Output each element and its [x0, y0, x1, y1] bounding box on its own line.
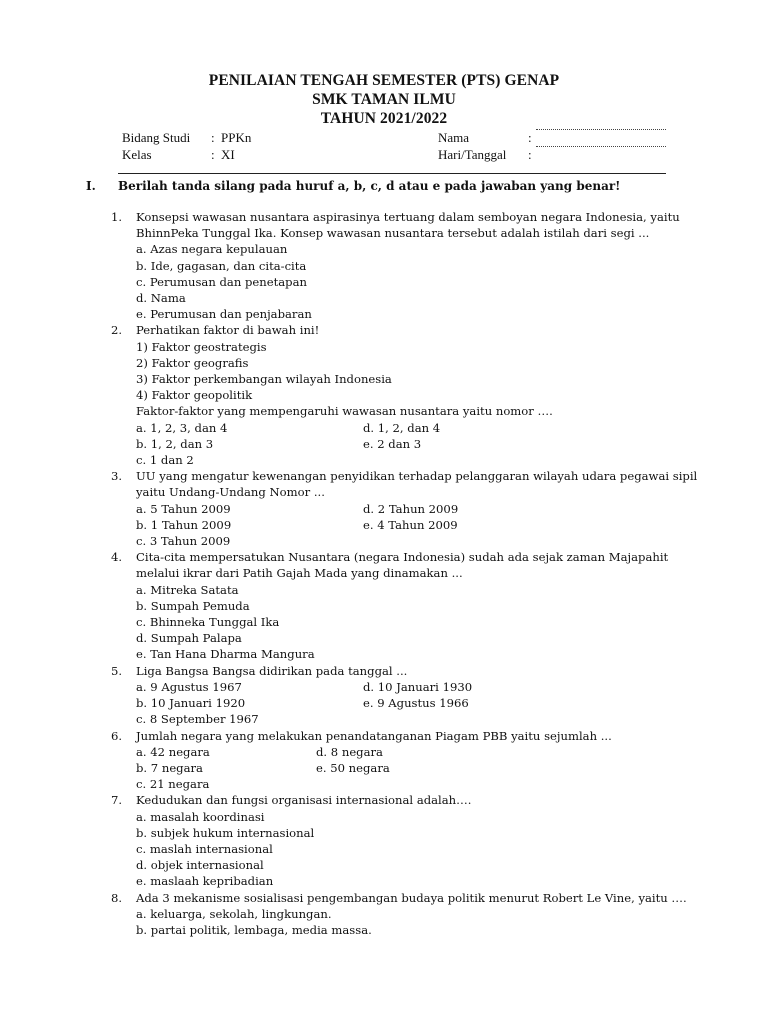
answer-option: b. Sumpah Pemuda — [136, 598, 250, 613]
answer-option: a. keluarga, sekolah, lingkungan. — [136, 906, 332, 921]
colon: : — [211, 147, 215, 162]
answer-option: c. 21 negara — [136, 777, 210, 792]
kelas-value: XI — [221, 147, 235, 162]
bidang-studi-value: PPKn — [221, 130, 252, 145]
factor-item: 3) Faktor perkembangan wilayah Indonesia — [136, 372, 392, 387]
question-text: Faktor-faktor yang mempengaruhi wawasan nusantara yaitu nomor …. — [136, 404, 553, 419]
colon: : — [528, 130, 532, 145]
answer-option: b. subjek hukum internasional — [136, 825, 315, 840]
factor-item: 2) Faktor geografis — [136, 355, 249, 370]
exam-meta — [122, 129, 682, 163]
question-item — [111, 792, 711, 889]
answer-option: c. 8 September 1967 — [136, 712, 259, 727]
answer-option: e. 4 Tahun 2009 — [363, 517, 458, 532]
question-text: Perhatikan faktor di bawah ini! — [136, 323, 320, 338]
question-text: Kedudukan dan fungsi organisasi internasional adalah…. — [136, 793, 472, 808]
answer-option: b. partai politik, lembaga, media massa. — [136, 922, 372, 937]
school-name: SMK TAMAN ILMU — [312, 91, 456, 108]
answer-option: d. Nama — [136, 291, 186, 306]
answer-option: a. 42 negara — [136, 744, 210, 759]
answer-option: b. 1 Tahun 2009 — [136, 517, 232, 532]
hari-tanggal-fill-line — [536, 146, 666, 147]
answer-option: e. 9 Agustus 1966 — [363, 696, 469, 711]
question-text: UU yang mengatur kewenangan penyidikan terhadap pelanggaran wilayah udara pegawai sipil yaitu Undang-Undang Nomor ... — [136, 469, 701, 500]
section-number: I. — [86, 179, 96, 193]
answer-option: c. Bhinneka Tunggal Ika — [136, 615, 280, 630]
answer-option: d. Sumpah Palapa — [136, 631, 242, 646]
answer-option-grid — [136, 679, 711, 711]
question-text: Konsepsi wawasan nusantara aspirasinya tertuang dalam semboyan negara Indonesia, yaitu BhinnPeka Tunggal Ika. Konsep wawasan nusantara tersebut adalah istilah dari segi ... — [136, 210, 684, 241]
question-item — [111, 209, 711, 322]
answer-option: c. maslah internasional — [136, 841, 273, 856]
nama-fill-line — [536, 129, 666, 130]
answer-option: a. 9 Agustus 1967 — [136, 679, 242, 694]
answer-option: e. 2 dan 3 — [363, 436, 422, 451]
question-item — [111, 468, 711, 549]
hari-tanggal-label: Hari/Tanggal — [438, 147, 507, 162]
question-number: 5. — [111, 663, 123, 678]
question-list — [111, 209, 711, 938]
question-number: 3. — [111, 469, 123, 484]
question-item — [111, 322, 711, 468]
question-text: Ada 3 mekanisme sosialisasi pengembangan budaya politik menurut Robert Le Vine, yaitu …. — [136, 890, 687, 905]
answer-option: a. 1, 2, 3, dan 4 — [136, 420, 228, 435]
nama-label: Nama — [438, 130, 470, 145]
question-item — [111, 728, 711, 793]
school-year: TAHUN 2021/2022 — [320, 110, 448, 127]
answer-option: b. Ide, gagasan, dan cita-cita — [136, 258, 307, 273]
exam-title: PENILAIAN TENGAH SEMESTER (PTS) GENAP — [208, 72, 560, 89]
answer-option: d. 1, 2, dan 4 — [363, 420, 441, 435]
answer-option-grid — [136, 420, 711, 452]
factor-item: 1) Faktor geostrategis — [136, 339, 267, 354]
question-text: Liga Bangsa Bangsa didirikan pada tanggal ... — [136, 663, 408, 678]
answer-option: a. Mitreka Satata — [136, 582, 239, 597]
meta-row-1 — [122, 129, 682, 146]
answer-option-grid — [136, 744, 711, 776]
answer-option: a. 5 Tahun 2009 — [136, 501, 231, 516]
answer-option: b. 1, 2, dan 3 — [136, 436, 214, 451]
exam-header — [0, 71, 768, 128]
question-number: 7. — [111, 793, 123, 808]
question-number: 1. — [111, 210, 123, 224]
answer-option: e. Tan Hana Dharma Mangura — [136, 647, 315, 662]
answer-option: e. Perumusan dan penjabaran — [136, 307, 312, 322]
answer-option: c. 1 dan 2 — [136, 453, 194, 468]
answer-option: c. 3 Tahun 2009 — [136, 534, 231, 549]
answer-option: a. masalah koordinasi — [136, 809, 265, 824]
answer-option: b. 10 Januari 1920 — [136, 696, 246, 711]
answer-option: e. maslaah kepribadian — [136, 874, 274, 889]
question-item — [111, 549, 711, 662]
question-number: 8. — [111, 890, 123, 905]
question-number: 2. — [111, 323, 123, 338]
question-text: Jumlah negara yang melakukan penandatanganan Piagam PBB yaitu sejumlah ... — [136, 728, 612, 743]
factor-item: 4) Faktor geopolitik — [136, 388, 253, 403]
kelas-label: Kelas — [122, 147, 152, 162]
section-instruction: Berilah tanda silang pada huruf a, b, c, d atau e pada jawaban yang benar! — [118, 179, 621, 193]
answer-option: e. 50 negara — [316, 760, 390, 775]
question-number: 4. — [111, 550, 123, 565]
meta-row-2 — [122, 146, 682, 163]
answer-option: d. 2 Tahun 2009 — [363, 501, 459, 516]
answer-option: b. 7 negara — [136, 760, 203, 775]
header-divider — [118, 173, 666, 174]
answer-option: d. 10 Januari 1930 — [363, 679, 473, 694]
question-text: Cita-cita mempersatukan Nusantara (negara Indonesia) sudah ada sejak zaman Majapahit melalui ikrar dari Patih Gajah Mada yang dinamakan ... — [136, 550, 672, 581]
question-item — [111, 663, 711, 728]
colon: : — [211, 130, 215, 145]
bidang-studi-label: Bidang Studi — [122, 130, 191, 145]
answer-option: d. 8 negara — [316, 744, 383, 759]
answer-option: d. objek internasional — [136, 858, 264, 873]
answer-option: c. Perumusan dan penetapan — [136, 274, 307, 289]
question-number: 6. — [111, 728, 123, 743]
question-item — [111, 890, 711, 939]
answer-option: a. Azas negara kepulauan — [136, 242, 288, 257]
colon: : — [528, 147, 532, 162]
answer-option-grid — [136, 501, 711, 533]
